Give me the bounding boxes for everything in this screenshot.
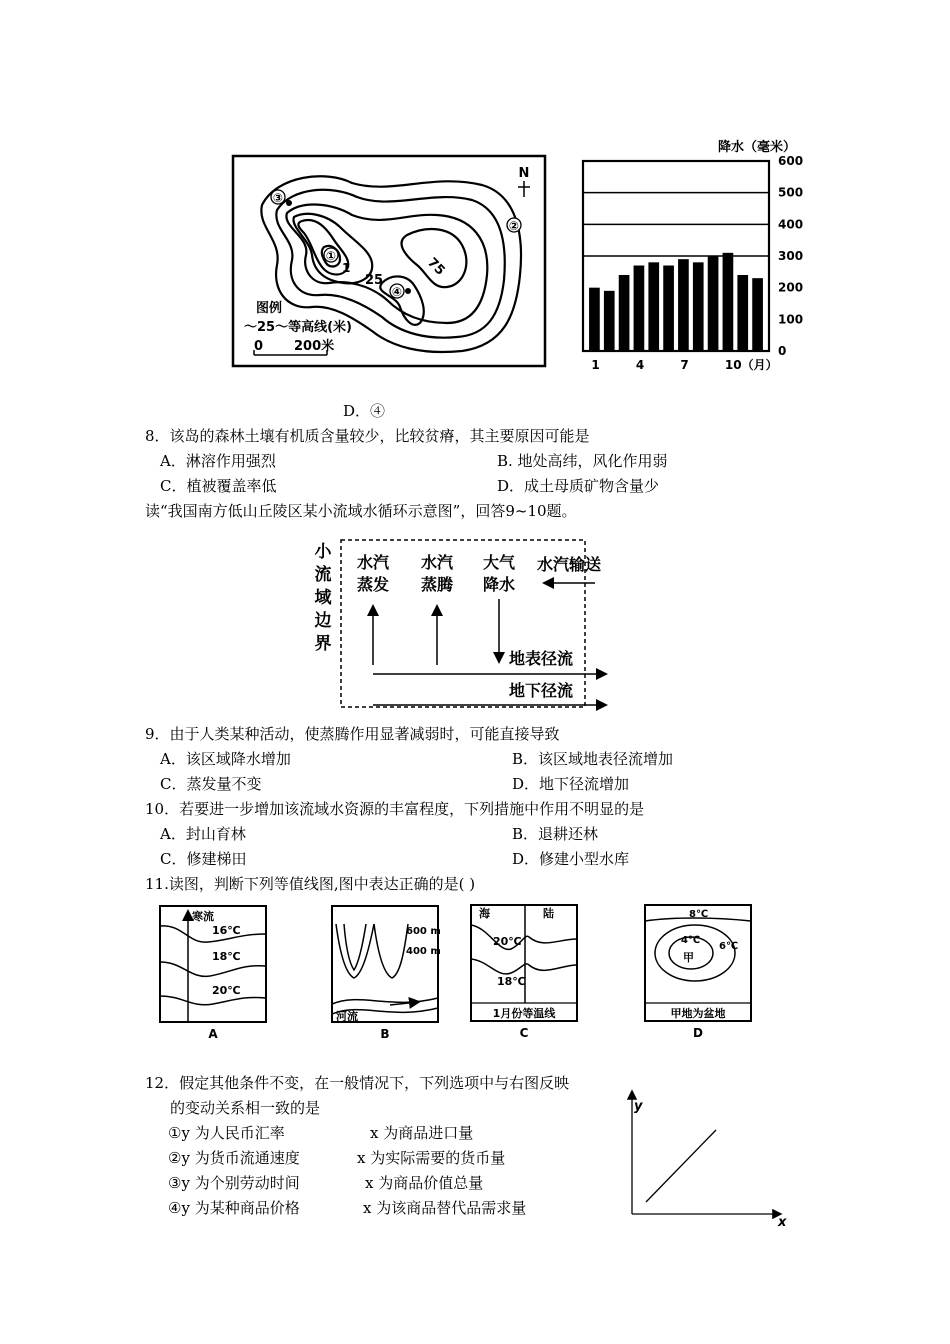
precip-bar-10 <box>723 253 734 351</box>
chart-ylabel: 降水（毫米） <box>718 140 797 155</box>
boundary-char-3: 域 <box>314 588 332 608</box>
groundwater-label: 地下径流 <box>509 681 574 700</box>
q12-opt2-y: ②y 为货币流通速度 <box>168 1149 300 1167</box>
q12-opt3-x: x 为商品价值总量 <box>365 1174 484 1192</box>
q12-stem-1: 12．假定其他条件不变，在一般情况下，下列选项中与右图反映 <box>145 1074 570 1092</box>
transp-label-2: 蒸腾 <box>420 575 454 594</box>
q10-option-b: B．退耕还林 <box>512 825 599 843</box>
fig-c-land: 陆 <box>543 907 554 920</box>
q10-option-c: C．修建梯田 <box>160 850 247 868</box>
isoline-figure-b <box>330 904 442 1040</box>
contour-75-label: 75 <box>424 255 448 279</box>
q12-opt4-y: ④y 为某种商品价格 <box>168 1199 300 1217</box>
rain-label-2: 降水 <box>482 575 516 594</box>
fig-c-20: 20℃ <box>493 935 522 948</box>
fig-c-label: C <box>519 1026 529 1040</box>
q10-option-a: A．封山育林 <box>160 825 246 843</box>
fig-a-label: A <box>208 1027 218 1041</box>
x-tick-label: 1 <box>591 358 600 372</box>
q12-opt1-y: ①y 为人民币汇率 <box>168 1124 285 1142</box>
isoline-figure-a <box>158 904 270 1040</box>
contour-1-label: 1 <box>342 261 351 275</box>
fig-b-400: 400 m <box>406 946 441 957</box>
fig-b-600: 600 m <box>406 926 441 937</box>
transp-label-1: 水汽 <box>420 553 454 572</box>
precip-bar-3 <box>619 275 630 351</box>
legend-title: 图例 <box>256 301 283 316</box>
fig-b-river: 河流 <box>336 1010 358 1023</box>
surface-runoff-label: 地表径流 <box>509 649 574 668</box>
evap-label-1: 水汽 <box>356 553 390 572</box>
fig-d-8: 8℃ <box>689 909 709 920</box>
precip-bar-8 <box>693 262 704 351</box>
y-tick-label: 500 <box>778 185 804 200</box>
y-tick-label: 300 <box>778 249 804 263</box>
q8-option-a: A．淋溶作用强烈 <box>160 452 276 470</box>
fig-a-20: 20℃ <box>212 984 241 997</box>
fig-d-caption: 甲地为盆地 <box>670 1007 726 1020</box>
q12-opt1-x: x 为商品进口量 <box>370 1124 474 1142</box>
precipitation-chart <box>580 133 820 373</box>
q12-opt4-x: x 为该商品替代品需求量 <box>363 1199 527 1217</box>
boundary-char-1: 小 <box>314 542 332 562</box>
precip-bar-12 <box>752 278 763 351</box>
isoline-figure-d <box>643 903 755 1039</box>
fig-d-6: 6℃ <box>719 941 739 952</box>
precip-bar-7 <box>678 259 689 351</box>
y-tick-label: 200 <box>778 280 804 295</box>
q8-option-d: D．成土母质矿物含量少 <box>497 477 660 495</box>
north-label: N <box>518 166 530 181</box>
xy-graph <box>620 1090 790 1230</box>
q12-stem-2: 的变动关系相一致的是 <box>170 1099 321 1117</box>
precip-bar-9 <box>708 256 719 351</box>
q10-stem: 10．若要进一步增加该流域水资源的丰富程度，下列措施中作用不明显的是 <box>145 800 645 818</box>
x-tick-label: 10（月） <box>724 358 778 372</box>
water-cycle-diagram <box>305 535 625 715</box>
x-tick-label: 4 <box>635 358 645 372</box>
q11-stem: 11.读图，判断下列等值线图,图中表达正确的是( ) <box>145 875 476 893</box>
fig-a-title: 寒流 <box>192 910 214 923</box>
legend-contour: ～25～等高线(米) <box>244 320 352 335</box>
point-2: ② <box>508 219 520 233</box>
fig-d-jia: 甲 <box>683 951 694 964</box>
y-tick-label: 600 <box>778 154 804 168</box>
contour-25-label: 25 <box>365 273 384 288</box>
fig-d-label: D <box>693 1026 703 1040</box>
q8-option-c: C．植被覆盖率低 <box>160 477 277 495</box>
q8-stem: 8．该岛的森林土壤有机质含量较少，比较贫瘠，其主要原因可能是 <box>145 427 590 445</box>
q12-opt3-y: ③y 为个别劳动时间 <box>168 1174 300 1192</box>
fig-c-caption: 1月份等温线 <box>492 1007 556 1020</box>
y-tick-label: 400 <box>778 217 804 232</box>
scale-zero: 0 <box>254 339 264 354</box>
fig-b-label: B <box>380 1027 390 1041</box>
q9-option-a: A．该区域降水增加 <box>160 750 291 768</box>
isoline-figure-c <box>469 903 581 1039</box>
intro-9-10: 读“我国南方低山丘陵区某小流域水循环示意图”，回答9~10题。 <box>145 502 577 520</box>
fig-c-sea: 海 <box>479 907 490 920</box>
vapor-input-label: 水汽输送 <box>537 555 602 574</box>
point-4: ④ <box>391 285 403 299</box>
fig-c-18: 18℃ <box>497 975 526 988</box>
precip-bar-11 <box>737 275 748 351</box>
q9-option-d: D．地下径流增加 <box>512 775 630 793</box>
point-3: ③ <box>272 191 284 205</box>
point-1: ① <box>325 249 337 263</box>
precip-bar-5 <box>648 262 659 351</box>
precip-bar-6 <box>663 266 674 352</box>
boundary-char-2: 流 <box>314 565 332 585</box>
q9-option-c: C．蒸发量不变 <box>160 775 262 793</box>
precip-bar-2 <box>604 291 615 351</box>
axis-y-label: y <box>634 1099 643 1114</box>
fig-a-18: 18℃ <box>212 950 241 963</box>
relation-line <box>646 1130 716 1202</box>
evap-label-2: 蒸发 <box>356 575 390 594</box>
q8-option-b: B. 地处高纬，风化作用弱 <box>497 452 668 470</box>
x-tick-label: 7 <box>680 358 689 372</box>
rain-label-1: 大气 <box>482 553 516 572</box>
y-tick-label: 0 <box>778 344 787 358</box>
scale-200: 200米 <box>294 339 335 354</box>
precip-bar-1 <box>589 288 600 351</box>
boundary-char-4: 边 <box>314 611 332 631</box>
topographic-map <box>232 155 546 367</box>
y-tick-label: 100 <box>778 312 804 327</box>
q9-stem: 9．由于人类某种活动，使蒸腾作用显著减弱时，可能直接导致 <box>145 725 560 743</box>
fig-d-4: 4℃ <box>681 935 701 946</box>
fig-a-16: 16℃ <box>212 924 241 937</box>
q12-opt2-x: x 为实际需要的货币量 <box>357 1149 506 1167</box>
q9-option-b: B．该区域地表径流增加 <box>512 750 674 768</box>
q10-option-d: D．修建小型水库 <box>512 850 630 868</box>
q7-option-d: D．④ <box>343 402 386 420</box>
axis-x-label: x <box>778 1215 787 1230</box>
precip-bar-4 <box>634 266 645 352</box>
boundary-char-5: 界 <box>314 634 332 654</box>
